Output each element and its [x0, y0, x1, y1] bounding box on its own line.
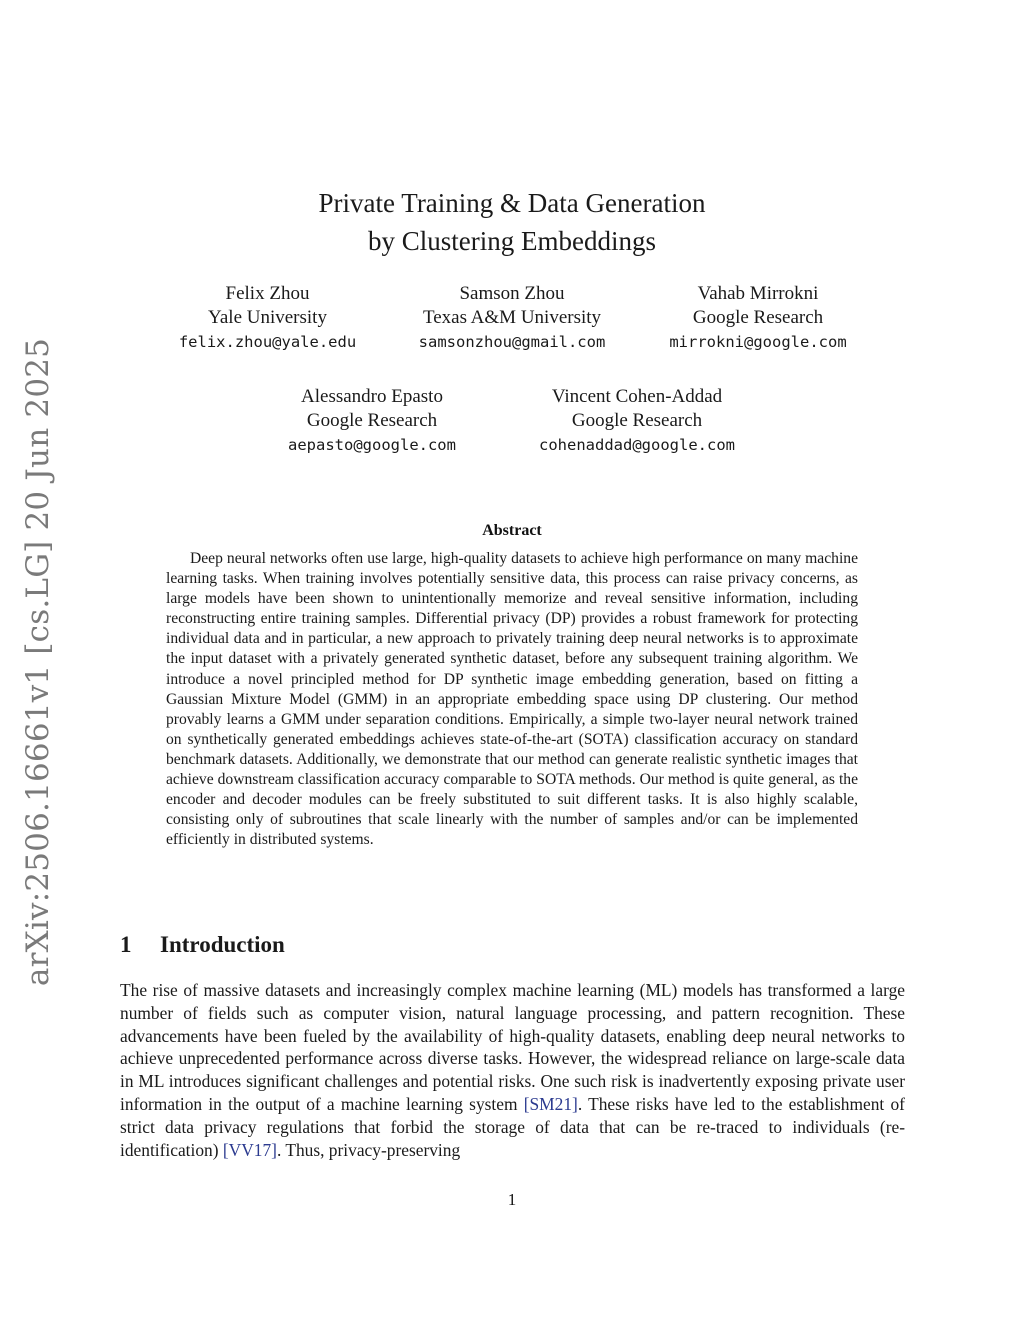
title-line-2: by Clustering Embeddings: [368, 226, 656, 256]
author-name: Alessandro Epasto: [301, 386, 443, 407]
introduction-paragraph: [120, 979, 905, 1161]
author-affiliation: Google Research: [692, 307, 824, 328]
intro-text-part2: . These risks have led to the establishment of strict data privacy regulations that forbid the storage of data that can be re-traced to individuals (re-identification): [120, 1093, 905, 1160]
intro-text-part3: . Thus, privacy-preserving: [276, 1139, 461, 1160]
author-email[interactable]: cohenaddad@google.com: [539, 436, 735, 454]
author-block: [400, 282, 624, 354]
citation-link[interactable]: [VV17]: [222, 1139, 277, 1160]
author-email[interactable]: mirrokni@google.com: [669, 333, 847, 351]
author-block: [522, 385, 752, 457]
page-number: 1: [507, 1190, 517, 1209]
author-name: Vincent Cohen-Addad: [551, 386, 723, 407]
author-affiliation: Texas A&M University: [422, 307, 602, 328]
author-affiliation: Google Research: [306, 410, 438, 431]
author-email[interactable]: samsonzhou@gmail.com: [418, 333, 606, 351]
author-name: Felix Zhou: [225, 283, 310, 304]
author-block: [272, 385, 472, 457]
author-block: [165, 282, 370, 354]
author-name: Vahab Mirrokni: [697, 283, 819, 304]
abstract-heading: Abstract: [482, 522, 542, 539]
section-number: 1: [120, 932, 132, 957]
arxiv-identifier-stamp: arXiv:2506.16661v1 [cs.LG] 20 Jun 2025: [20, 337, 56, 987]
title-line-1: Private Training & Data Generation: [318, 188, 706, 218]
section-title: Introduction: [160, 932, 285, 957]
author-affiliation: Google Research: [571, 410, 703, 431]
abstract-text: Deep neural networks often use large, high-quality datasets to achieve high performance on many machine learning tasks. When training involves potentially sensitive data, this process can raise privacy concerns, as large models have been shown to unintentionally memorize and reveal sensitive information, including reconstructing entire training samples. Differential privacy (DP) provides a robust framework for protecting individual data and in particular, a new approach to privately training deep neural networks is to approximate the input dataset with a privately generated synthetic dataset, before any subsequent training algorithm. We introduce a novel principled method for DP synthetic image embedding generation, based on fitting a Gaussian Mixture Model (GMM) in an appropriate embedding space using DP clustering. Our method provably learns a GMM under separation conditions. Empirically, a simple two-layer neural network trained on synthetically generated embeddings achieves state-of-the-art (SOTA) classification accuracy on standard benchmark datasets. Additionally, we demonstrate that our method can generate realistic synthetic images that achieve downstream classification accuracy comparable to SOTA methods. Our method is quite general, as the encoder and decoder modules can be freely substituted to suit different tasks. It is also highly scalable, consisting only of subroutines that scale linearly with the number of samples and/or can be implemented efficiently in distributed systems.: [166, 550, 858, 849]
section-heading: [120, 932, 285, 958]
intro-text-part1: The rise of massive datasets and increasingly complex machine learning (ML) models has transformed a large number of fields such as computer vision, natural language processing, and pattern recognition. These advancements have been fueled by the availability of high-quality datasets, enabling deep neural networks to achieve unprecedented performance across diverse tasks. However, the widespread reliance on large-scale data in ML introduces significant challenges and potential risks. One such risk is inadvertently exposing private user information in the output of a machine learning system: [120, 980, 905, 1114]
author-email[interactable]: felix.zhou@yale.edu: [178, 333, 357, 351]
citation-link[interactable]: [SM21]: [523, 1093, 578, 1114]
author-email[interactable]: aepasto@google.com: [288, 436, 456, 454]
paper-title: [200, 184, 824, 260]
author-name: Samson Zhou: [459, 283, 565, 304]
author-block: [655, 282, 861, 354]
author-affiliation: Yale University: [208, 307, 327, 328]
